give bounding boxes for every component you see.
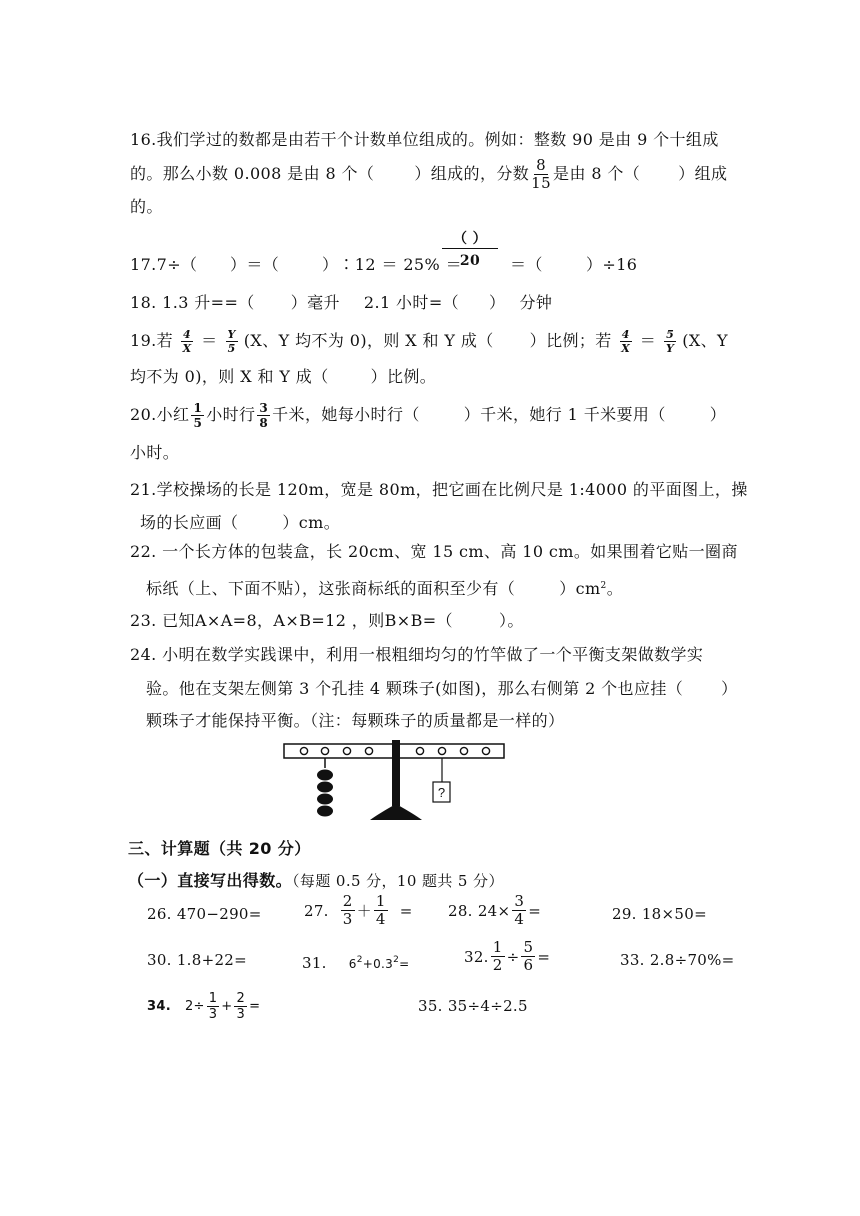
q21-line1: 21.学校操场的长是 120m，宽是 80m，把它画在比例尺是 1:4000 的平面图上，操 — [130, 480, 748, 499]
hole-left-2 — [343, 747, 350, 754]
q16-text-c: 是由 8 个（ — [553, 164, 641, 183]
hole-left-3 — [321, 747, 328, 754]
q24-line2 — [146, 678, 738, 700]
q32-eq: = — [537, 947, 551, 966]
q32-op: ÷ — [506, 947, 520, 966]
calc-q27 — [304, 894, 413, 927]
calc-q29: 29. 18×50= — [612, 905, 707, 923]
q27-eq: = — [399, 901, 413, 920]
q19-text-1: 19.若 — [130, 331, 174, 350]
q22-line1: 22. 一个长方体的包装盒，长 20cm、宽 15 cm、高 10 cm。如果围着它贴一圈商 — [130, 542, 738, 561]
q16-text-a: 的。那么小数 0.008 是由 8 个（ — [130, 164, 375, 183]
hole-right-4 — [482, 747, 489, 754]
q24-text-b: ） — [721, 679, 738, 698]
q18-text-3: 2.1 小时=（ — [363, 293, 460, 312]
question-mark: ? — [437, 785, 446, 800]
q16-frac-num: 8 — [536, 156, 547, 174]
q31-base-a: 6 — [348, 957, 357, 971]
q19-text-3: ）比例；若 — [529, 331, 612, 350]
calc-q32 — [464, 940, 550, 973]
q19-f2-den: 5 — [227, 342, 236, 355]
q34-f1-num: 1 — [208, 991, 218, 1006]
q20-text-5: ） — [709, 405, 727, 424]
hole-left-4 — [300, 747, 307, 754]
q32-b-den: 6 — [523, 956, 534, 974]
calc-q31 — [302, 950, 409, 974]
section3-subtitle — [128, 870, 504, 892]
q31-sup-1: 2 — [356, 955, 363, 965]
calc-q35: 35. 35÷4÷2.5 — [418, 997, 528, 1015]
calc-q30: 30. 1.8+22= — [147, 951, 248, 969]
q18-line — [130, 292, 552, 314]
calc-q28 — [448, 894, 541, 927]
bead-2 — [317, 782, 333, 793]
q27-op: ＋ — [356, 901, 372, 920]
q32-frac-a — [491, 940, 505, 973]
q27-a-den: 3 — [342, 910, 353, 928]
q19-f3-den: X — [621, 342, 631, 355]
q17-frac-den: 20 — [459, 253, 481, 269]
q19-f4-num: 5 — [666, 328, 675, 341]
left-beads — [317, 770, 333, 817]
q17-frac-num: （ ） — [452, 231, 488, 247]
section3-sub-bold: （一）直接写出得数。 — [128, 871, 293, 890]
q16-text-b: ）组成的，分数 — [414, 164, 530, 183]
q20-f1-den: 5 — [193, 416, 203, 430]
q21-text-b: ）cm。 — [282, 513, 341, 532]
q32-a-num: 1 — [492, 938, 503, 956]
q34-op: + — [221, 998, 233, 1014]
balance-base — [370, 804, 422, 820]
bead-1 — [317, 770, 333, 781]
q16-line3: 的。 — [130, 197, 163, 216]
q20-line1 — [130, 402, 726, 429]
q22-text-a: 标纸（上、下面不贴），这张商标纸的面积至少有（ — [146, 579, 516, 598]
q24-text-a: 验。他在支架左侧第 3 个孔挂 4 颗珠子(如图)，那么右侧第 2 个也应挂（ — [146, 679, 684, 698]
q16-frac-den: 15 — [531, 174, 552, 192]
calc-q26: 26. 470−290= — [147, 905, 262, 923]
q17-text-5: ）÷16 — [586, 255, 638, 274]
q18-text-1: 18. 1.3 升==（ — [130, 293, 255, 312]
q21-text-a: 场的长应画（ — [140, 513, 239, 532]
q27-b-den: 4 — [375, 910, 386, 928]
q34-a: 2÷ — [184, 998, 205, 1014]
q24-line3: 颗珠子才能保持平衡。（注：每颗珠子的质量都是一样的） — [146, 711, 565, 730]
q27-label: 27. — [304, 901, 329, 920]
balance-figure — [280, 738, 510, 822]
q17-text-3: ）∶12 ＝ 25% ＝ — [322, 255, 462, 274]
q22-sup: 2 — [600, 581, 607, 591]
q23-line — [130, 610, 524, 632]
q20-text-1: 20.小红 — [130, 405, 190, 424]
q32-label: 32. — [464, 947, 489, 966]
q22-text-b: ）cm — [559, 579, 601, 598]
q20-frac-1 — [191, 402, 204, 429]
q34-eq: = — [249, 998, 261, 1014]
q19-text-5: 均不为 0)，则 X 和 Y 成（ — [130, 367, 329, 386]
q16-text-d: ）组成 — [678, 164, 728, 183]
q28-label: 28. 24× — [448, 901, 511, 920]
section3-title: 三、计算题（共 20 分） — [128, 839, 311, 858]
q31-sup-2: 2 — [393, 955, 400, 965]
q17-line — [130, 231, 730, 278]
section3-sub-rest: （每题 0.5 分，10 题共 5 分） — [292, 872, 504, 890]
q22-text-c: 。 — [606, 579, 624, 598]
q19-frac-3 — [620, 329, 632, 354]
balance-stand — [392, 740, 400, 806]
q18-text-4: ） — [489, 293, 506, 312]
q19-eq-2: ＝ — [639, 331, 657, 350]
q27-frac-b — [374, 894, 388, 927]
q20-line2: 小时。 — [130, 443, 180, 462]
q19-f1-num: 4 — [183, 328, 192, 341]
q16-line2 — [130, 158, 727, 191]
q19-frac-4 — [664, 329, 676, 354]
q28-eq: = — [528, 901, 542, 920]
q27-b-num: 1 — [375, 892, 386, 910]
q19-text-4: (X、Y — [682, 331, 729, 350]
q17-text-2: ）＝（ — [230, 255, 280, 274]
q28-den: 4 — [514, 910, 525, 928]
q34-label: 34. — [147, 998, 171, 1014]
bead-3 — [317, 794, 333, 805]
q34-f1-den: 3 — [208, 1007, 218, 1022]
q20-f2-den: 8 — [259, 416, 269, 430]
q27-a-num: 2 — [342, 892, 353, 910]
q19-frac-2 — [226, 329, 238, 354]
q17-text-1: 17.7÷（ — [130, 255, 198, 274]
q24-line1: 24. 小明在数学实践课中，利用一根粗细均匀的竹竿做了一个平衡支架做数学实 — [130, 645, 704, 664]
q18-text-5: 分钟 — [519, 293, 553, 312]
q19-f2-num: Y — [227, 328, 236, 341]
q20-text-2: 小时行 — [206, 405, 256, 424]
q18-text-2: ）毫升 — [290, 293, 340, 312]
hole-right-2 — [438, 747, 445, 754]
q19-text-6: ）比例。 — [370, 367, 437, 386]
q23-text-1: 23. 已知A×A=8，A×B=12 ，则B×B=（ — [130, 611, 453, 630]
q16-fraction — [531, 158, 551, 191]
hole-right-1 — [416, 747, 423, 754]
q28-num: 3 — [514, 892, 525, 910]
q16-line1: 16.我们学过的数都是由若干个计数单位组成的。例如：整数 90 是由 9 个十组成 — [130, 130, 719, 149]
q19-eq-1: ＝ — [201, 331, 218, 350]
q20-f1-num: 1 — [193, 401, 203, 415]
q32-frac-b — [521, 940, 535, 973]
q32-a-den: 2 — [492, 956, 503, 974]
q34-frac-1 — [207, 992, 220, 1021]
q31-expr — [349, 957, 410, 971]
q31-label: 31. — [302, 954, 327, 972]
q17-text-4: ＝（ — [510, 255, 543, 274]
calc-q33: 33. 2.8÷70%= — [620, 951, 735, 969]
q27-frac-a — [341, 894, 355, 927]
q31-eq: = — [399, 957, 410, 971]
q34-frac-2 — [234, 992, 247, 1021]
hole-right-3 — [460, 747, 467, 754]
q19-f3-num: 4 — [621, 328, 630, 341]
bead-4 — [317, 806, 333, 817]
hole-left-1 — [365, 747, 372, 754]
q19-line1 — [130, 329, 728, 354]
q22-line2 — [146, 575, 623, 600]
calc-q34 — [147, 992, 260, 1021]
q19-line2 — [130, 366, 436, 388]
q20-text-4: ）千米，她行 1 千米要用（ — [463, 405, 666, 424]
q20-text-3: 千米，她每小时行（ — [272, 405, 420, 424]
q21-line2 — [140, 512, 340, 534]
q19-text-2: (X、Y 均不为 0)，则 X 和 Y 成（ — [243, 331, 494, 350]
q28-frac — [512, 894, 526, 927]
q20-f2-num: 3 — [259, 401, 269, 415]
q19-f4-den: Y — [666, 342, 675, 355]
q23-text-2: ）。 — [498, 611, 524, 630]
q17-frac-bar — [442, 248, 498, 249]
q34-f2-den: 3 — [236, 1007, 246, 1022]
q20-frac-2 — [257, 402, 270, 429]
q32-b-num: 5 — [523, 938, 534, 956]
q19-f1-den: X — [182, 342, 192, 355]
q31-base-b: +0.3 — [362, 957, 394, 971]
q34-f2-num: 2 — [236, 991, 246, 1006]
q19-frac-1 — [181, 329, 193, 354]
